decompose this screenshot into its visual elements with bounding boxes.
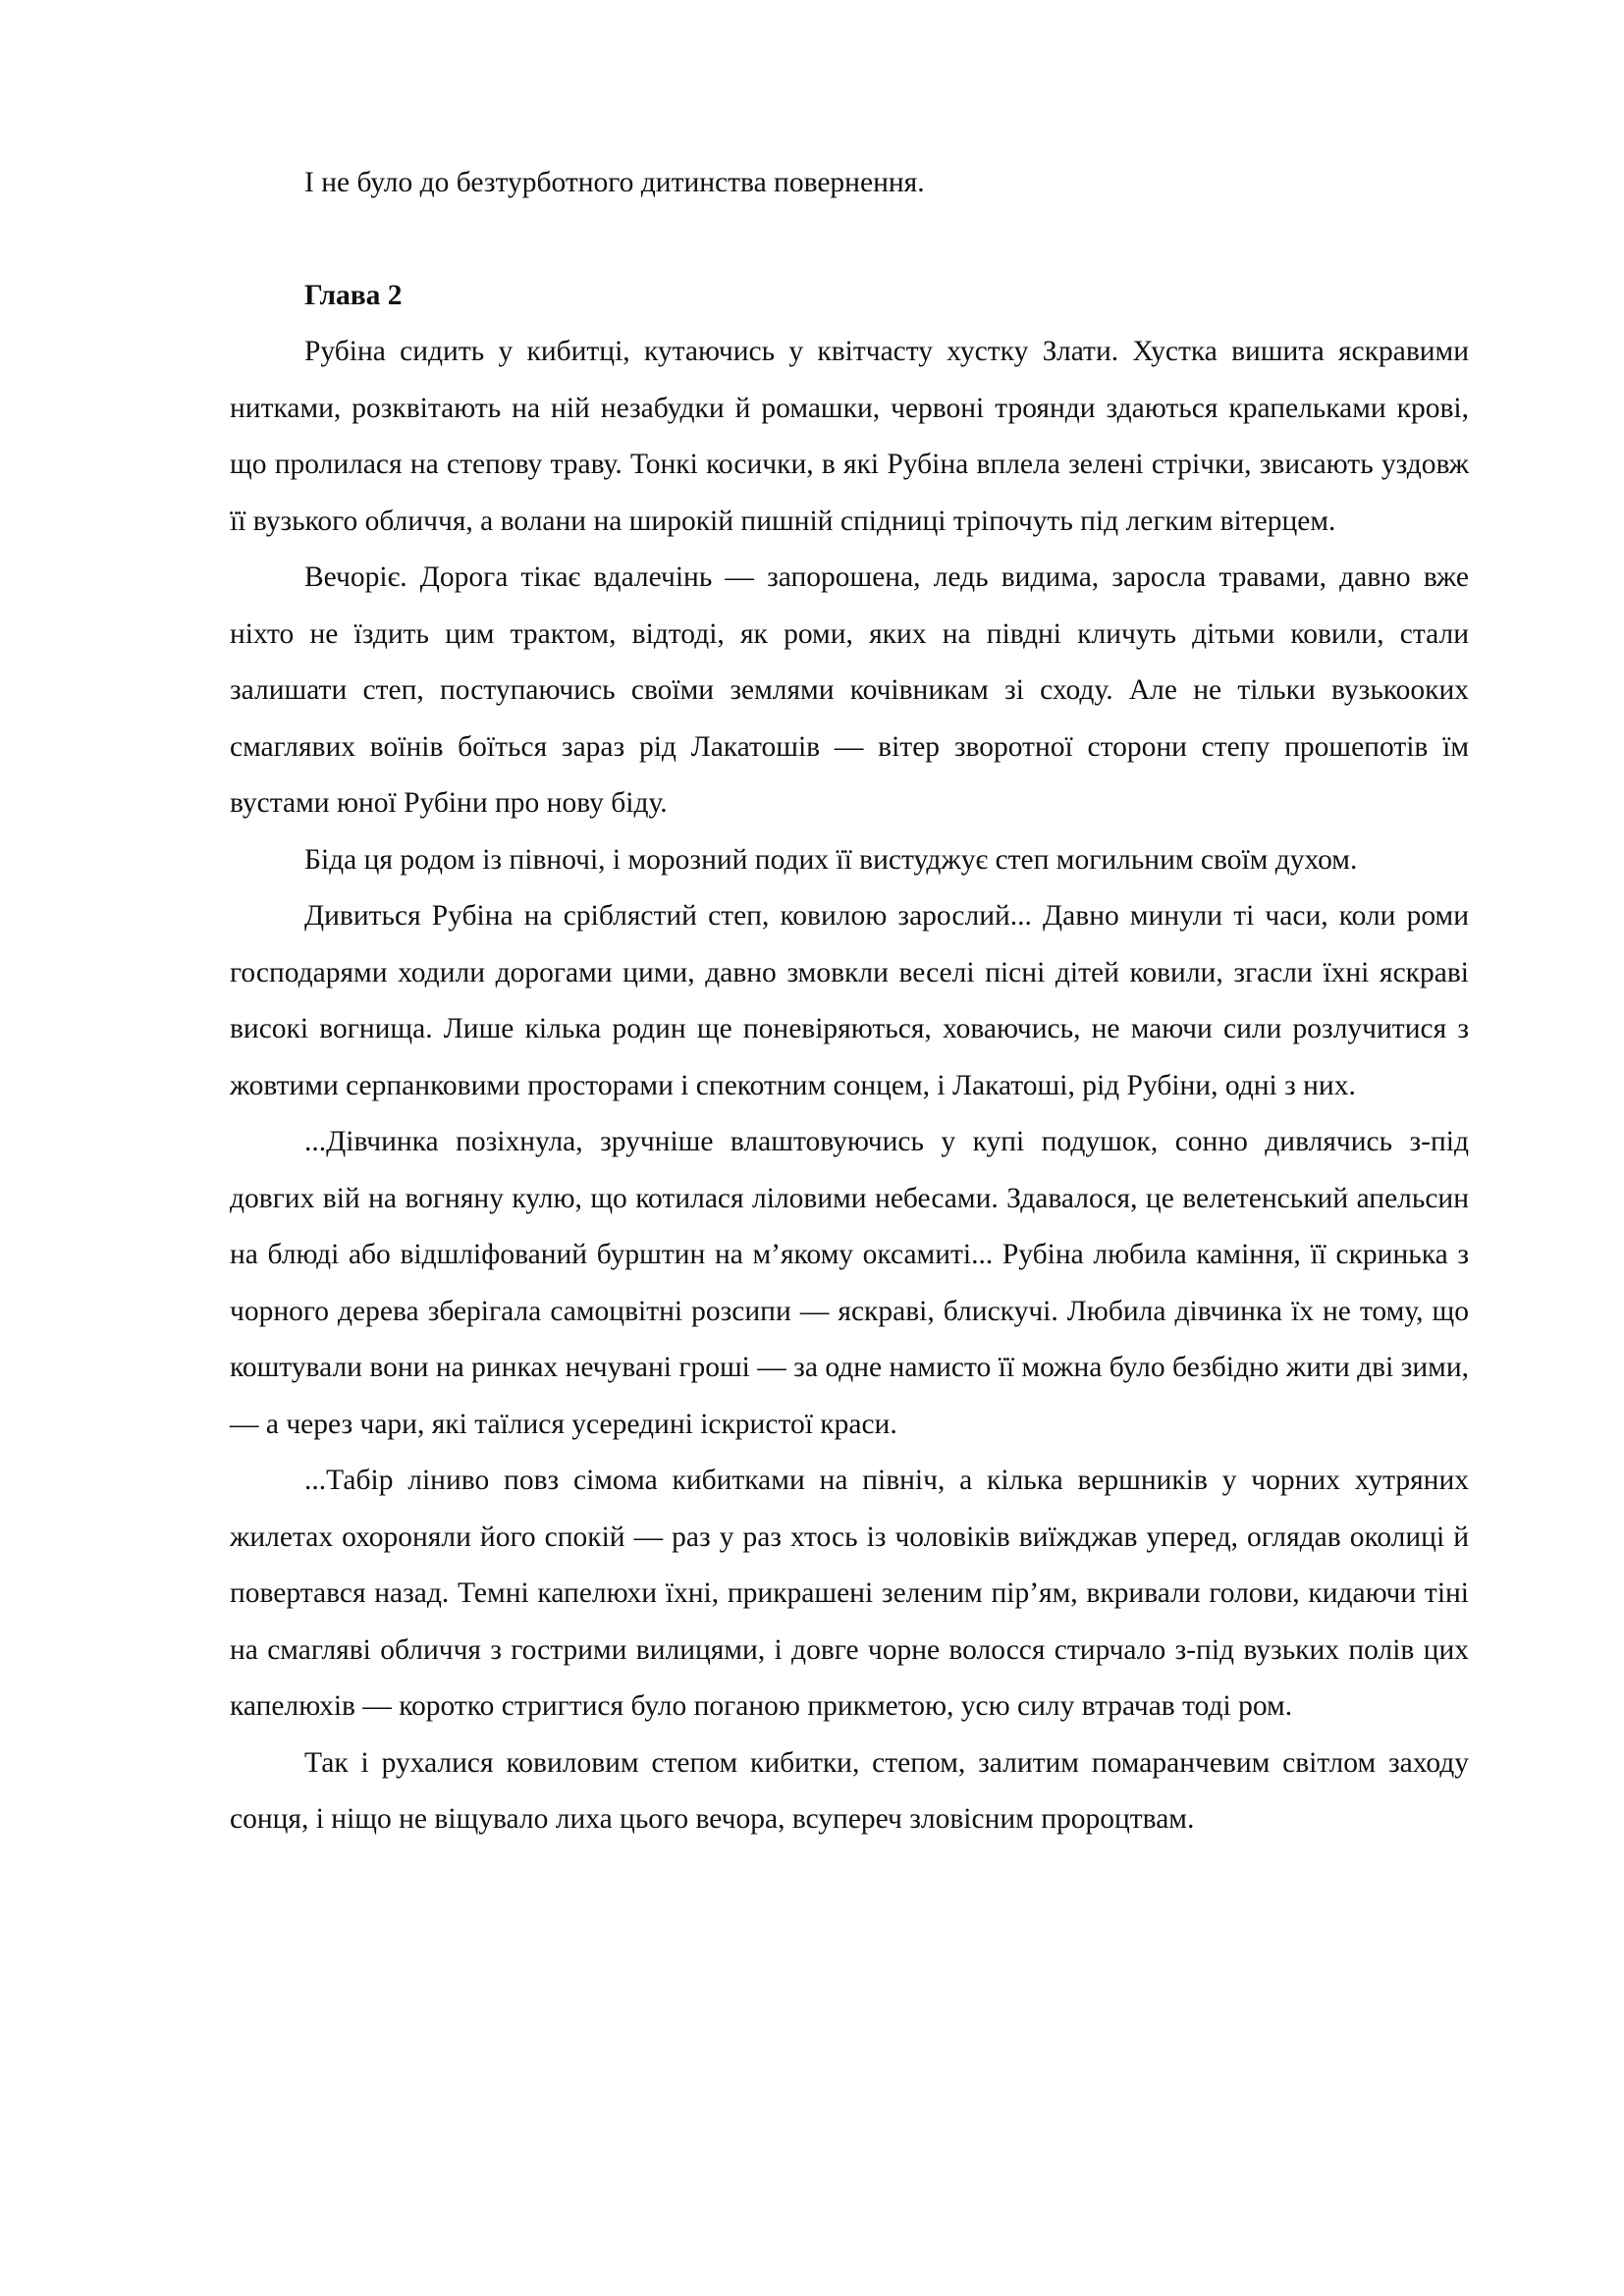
paragraph-3: Біда ця родом із півночі, і морозний подих її вистуджує степ могильним своїм духом. [304,843,1358,876]
paragraph-4: Дивиться Рубіна на сріблястий степ, ковилою зарослий... Давно минули ті часи, коли роми господарями ходили дорогами цими, давно змовкли веселі пісні дітей ковили, згасли їхні яскраві високі вогнища. Лише кілька родин ще поневіряються, ховаючись, не маючи сили розлучитися з жовтими серпанковими просторами і спекотним сонцем, і Лакатоші, рід Рубіни, одні з них. [230,900,1469,1101]
chapter-heading: Глава 2 [304,279,403,311]
paragraph-1: Рубіна сидить у кибитці, кутаючись у квітчасту хустку Злати. Хустка вишита яскравими нитками, розквітають на ній незабудки й ромашки, червоні троянди здаються крапельками крові, що пролилася на степову траву. Тонкі косички, в які Рубіна вплела зелені стрічки, звисають уздовж її вузького обличчя, а волани на широкій пишній спідниці тріпочуть під легким вітерцем. [230,336,1469,537]
paragraph-7: Так і рухалися ковиловим степом кибитки, степом, залитим помаранчевим світлом заходу сонця, і ніщо не віщувало лиха цього вечора, всупереч зловісним пророцтвам. [230,1746,1469,1835]
intro-line: І не було до безтурботного дитинства повернення. [304,167,925,198]
paragraph-6: ...Табір ліниво повз сімома кибитками на північ, а кілька вершників у чорних хутряних жилетах охороняли його спокій — раз у раз хтось із чоловіків виїжджав уперед, оглядав околиці й повертався назад. Темні капелюхи їхні, прикрашені зеленим пір’ям, вкривали голови, кидаючи тіні на смагляві обличчя з гострими вилицями, і довге чорне волосся стирчало з-під вузьких полів цих капелюхів — коротко стригтися було поганою прикметою, усю силу втрачав тоді ром. [230,1465,1469,1722]
paragraph-2: Вечоріє. Дорога тікає вдалечінь — запорошена, ледь видима, заросла травами, давно вже ніхто не їздить цим трактом, відтоді, як роми, яких на півдні кличуть дітьми ковили, стали залишати степ, поступаючись своїми землями кочівникам зі сходу. Але не тільки вузькооких смаглявих воїнів боїться зараз рід Лакатошів — вітер зворотної сторони степу прошепотів їм вустами юної Рубіни про нову біду. [230,561,1469,819]
paragraph-5: ...Дівчинка позіхнула, зручніше влаштовуючись у купі подушок, сонно дивлячись з-під довгих вій на вогняну кулю, що котилася ліловими небесами. Здавалося, це велетенський апельсин на блюді або відшліфований бурштин на м’якому оксамиті... Рубіна любила каміння, її скринька з чорного дерева зберігала самоцвітні розсипи — яскраві, блискучі. Любила дівчинка їх не тому, що коштували вони на ринках нечувані гроші — за одне намисто її можна було безбідно жити дві зими, — а через чари, які таїлися усередині іскристої краси. [230,1126,1469,1440]
